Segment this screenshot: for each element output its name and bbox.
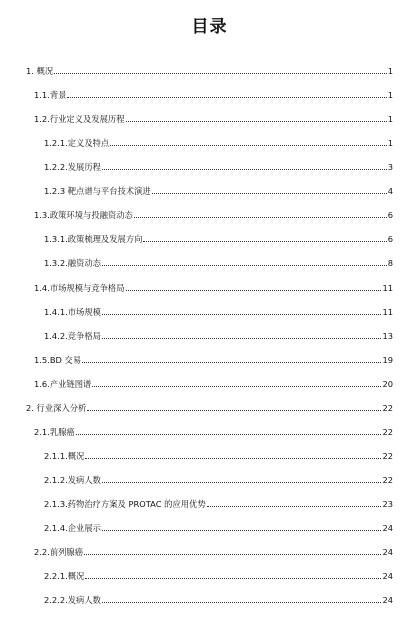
toc-entry-page-number: 22 bbox=[382, 474, 393, 485]
dot-leader bbox=[102, 314, 382, 315]
toc-entry-label: 1.4.2.竞争格局 bbox=[44, 330, 101, 341]
toc-entry[interactable] bbox=[44, 591, 393, 605]
toc-entry[interactable] bbox=[44, 567, 393, 581]
toc-entry-page-number: 1 bbox=[387, 114, 393, 125]
toc-entry-page-number: 1 bbox=[387, 138, 393, 149]
toc-entry[interactable] bbox=[44, 134, 393, 148]
toc-entry[interactable] bbox=[44, 230, 393, 244]
toc-entry[interactable] bbox=[34, 375, 393, 389]
toc-entry-label: 1.2.1.定义及特点 bbox=[44, 138, 110, 149]
toc-entry-page-number: 22 bbox=[382, 402, 393, 413]
toc-entry-label: 2. 行业深入分析 bbox=[26, 402, 87, 413]
toc-entry[interactable] bbox=[44, 471, 393, 485]
toc-entry-label: 1.3.政策环境与投融资动态 bbox=[34, 210, 133, 221]
toc-entry-page-number: 11 bbox=[382, 306, 393, 317]
toc-entry-page-number: 20 bbox=[382, 378, 393, 389]
toc-entry[interactable] bbox=[44, 254, 393, 268]
dot-leader bbox=[76, 434, 382, 435]
toc-entry-page-number: 19 bbox=[382, 354, 393, 365]
toc-entry-label: 1.6.产业链图谱 bbox=[34, 378, 92, 389]
dot-leader bbox=[134, 217, 387, 218]
toc-entry[interactable] bbox=[26, 399, 393, 413]
toc-entry-label: 1.2.3 靶点谱与平台技术演进 bbox=[44, 186, 151, 197]
toc-entry-page-number: 13 bbox=[382, 330, 393, 341]
toc-entry[interactable] bbox=[44, 182, 393, 196]
dot-leader bbox=[84, 554, 381, 555]
toc-entry-label: 2.1.1.概况 bbox=[44, 450, 85, 461]
toc-entry[interactable] bbox=[44, 447, 393, 461]
toc-entry[interactable] bbox=[34, 86, 393, 100]
dot-leader bbox=[152, 193, 387, 194]
toc-entry-page-number: 6 bbox=[387, 234, 393, 245]
toc-entry-page-number: 6 bbox=[387, 210, 393, 221]
document-title: 目录 bbox=[191, 17, 228, 37]
toc-entry-label: 1. 概况 bbox=[26, 66, 54, 76]
toc-entry-page-number: 1 bbox=[387, 90, 393, 100]
dot-leader bbox=[82, 362, 381, 363]
dot-leader bbox=[110, 145, 386, 146]
toc-entry-page-number: 24 bbox=[382, 571, 393, 581]
toc-entry[interactable] bbox=[34, 206, 393, 220]
toc-entry[interactable] bbox=[44, 495, 393, 509]
dot-leader bbox=[85, 458, 381, 459]
toc-entry-label: 1.2.行业定义及发展历程 bbox=[34, 114, 125, 125]
dot-leader bbox=[143, 241, 386, 242]
toc-entry-label: 1.1.背景 bbox=[34, 90, 67, 100]
toc-entry-page-number: 4 bbox=[387, 186, 393, 197]
toc-entry-page-number: 23 bbox=[382, 498, 393, 509]
dot-leader bbox=[54, 73, 387, 74]
toc-entry[interactable] bbox=[34, 279, 393, 293]
dot-leader bbox=[102, 530, 382, 531]
toc-entry[interactable] bbox=[44, 327, 393, 341]
toc-entry-page-number: 1 bbox=[387, 66, 393, 76]
toc-entry-page-number: 22 bbox=[382, 426, 393, 437]
toc-entry-label: 1.2.2.发展历程 bbox=[44, 162, 101, 173]
dot-leader bbox=[102, 602, 382, 603]
toc-entry-page-number: 24 bbox=[382, 523, 393, 533]
toc-entry-label: 1.4.市场规模与竞争格局 bbox=[34, 282, 125, 293]
dot-leader bbox=[102, 482, 382, 483]
dot-leader bbox=[67, 97, 386, 98]
toc-entry-page-number: 24 bbox=[382, 547, 393, 557]
toc-entry-label: 2.2.1.概况 bbox=[44, 571, 85, 581]
dot-leader bbox=[126, 290, 382, 291]
dot-leader bbox=[87, 410, 381, 411]
toc-entry[interactable] bbox=[44, 519, 393, 533]
toc-entry-page-number: 24 bbox=[382, 595, 393, 606]
toc-entry[interactable] bbox=[26, 62, 393, 76]
toc-entry[interactable] bbox=[44, 303, 393, 317]
toc-entry-label: 2.2.前列腺癌 bbox=[34, 547, 84, 557]
toc-entry-label: 2.1.4.企业展示 bbox=[44, 523, 101, 533]
dot-leader bbox=[102, 338, 382, 339]
dot-leader bbox=[102, 169, 387, 170]
toc-entry-label: 2.1.乳腺癌 bbox=[34, 426, 75, 437]
toc-entry-label: 1.4.1.市场规模 bbox=[44, 306, 101, 317]
dot-leader bbox=[126, 121, 387, 122]
toc-entry-page-number: 22 bbox=[382, 450, 393, 461]
toc-entry-page-number: 11 bbox=[382, 282, 393, 293]
toc-entry[interactable] bbox=[34, 110, 393, 124]
dot-leader bbox=[92, 386, 381, 387]
toc-entry[interactable] bbox=[34, 351, 393, 365]
toc-entry-label: 2.1.3.药物治疗方案及 PROTAC 的应用优势 bbox=[44, 498, 206, 509]
toc-entry[interactable] bbox=[44, 158, 393, 172]
dot-leader bbox=[207, 506, 382, 507]
toc-entry[interactable] bbox=[34, 423, 393, 437]
toc-entry-label: 1.3.2.融资动态 bbox=[44, 258, 101, 269]
toc-entry[interactable] bbox=[34, 543, 393, 557]
toc-entry-label: 2.2.2.发病人数 bbox=[44, 595, 101, 606]
toc-entry-label: 1.3.1.政策梳理及发展方向 bbox=[44, 234, 143, 245]
dot-leader bbox=[85, 578, 381, 579]
dot-leader bbox=[102, 265, 387, 266]
toc-entry-page-number: 3 bbox=[387, 162, 393, 173]
toc-entry-label: 1.5.BD 交易 bbox=[34, 354, 82, 365]
toc-entry-label: 2.1.2.发病人数 bbox=[44, 474, 101, 485]
toc-entry-page-number: 8 bbox=[387, 258, 393, 269]
